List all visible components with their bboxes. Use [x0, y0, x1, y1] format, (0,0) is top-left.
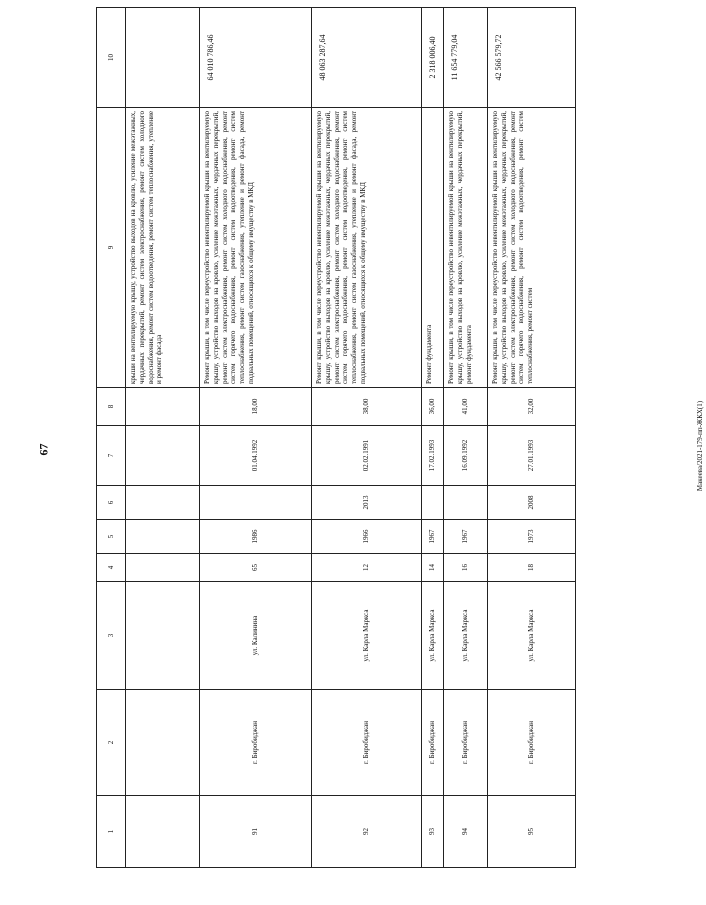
- page-number: 67: [36, 443, 51, 456]
- cell-city: г. Биробиджан: [488, 690, 576, 796]
- cell-work: крыши на вентилируемую крышу, устройство выходов на кровлю, усиление межэтажных, чердачных перекрытий, ремонт систем электроснабжения, ремонт систем холодного водоснабжения, ремонт систем водоотведения, ремонт систем теплоснабжения, утепление и ремонт фасада: [126, 108, 200, 388]
- col-header: 6: [97, 486, 126, 520]
- data-table: [96, 7, 576, 868]
- cell-year-renovation: [422, 486, 444, 520]
- cell-year-built: 1967: [422, 520, 444, 554]
- col-header: 7: [97, 426, 126, 486]
- cell-num: 91: [200, 796, 312, 868]
- cell-year-built: 1973: [488, 520, 576, 554]
- cell-house: 14: [422, 554, 444, 582]
- cell-year-renovation: [444, 486, 488, 520]
- table-row: [444, 8, 488, 868]
- table-header-row: [97, 8, 126, 868]
- cell-street: ул. Карла Маркса: [488, 582, 576, 690]
- cell-date: 17.02.1993: [422, 426, 444, 486]
- cell-cost: 42 566 579,72: [488, 8, 576, 108]
- cell-house: 16: [444, 554, 488, 582]
- cell-value: 36,00: [422, 388, 444, 426]
- cell-date: 02.02.1991: [312, 426, 422, 486]
- cell-city: г. Биробиджан: [444, 690, 488, 796]
- col-header: 10: [97, 8, 126, 108]
- cell-date: [126, 426, 200, 486]
- cell-cost: [126, 8, 200, 108]
- col-header: 9: [97, 108, 126, 388]
- cell-value: 18,00: [200, 388, 312, 426]
- col-header: 1: [97, 796, 126, 868]
- cell-date: 01.04.1992: [200, 426, 312, 486]
- cell-year-renovation: [200, 486, 312, 520]
- table-row: [488, 8, 576, 868]
- cell-house: 12: [312, 554, 422, 582]
- cell-city: [126, 690, 200, 796]
- cell-value: 32,00: [488, 388, 576, 426]
- cell-year-built: 1986: [200, 520, 312, 554]
- cell-date: 16.09.1992: [444, 426, 488, 486]
- cell-year-built: 1966: [312, 520, 422, 554]
- footer-document-code: Макеева/2021-179-пп-ЖКХ(1): [696, 400, 704, 492]
- cell-street: ул. Карла Маркса: [422, 582, 444, 690]
- table-row: [422, 8, 444, 868]
- cell-work: Ремонт фундамента: [422, 108, 444, 388]
- cell-cost: 64 010 786,46: [200, 8, 312, 108]
- cell-cost: 11 654 779,04: [444, 8, 488, 108]
- col-header: 2: [97, 690, 126, 796]
- cell-work: Ремонт крыши, в том числе переустройство невентилируемой крыши на вентилируемую крышу, устройство выходов на кровлю, усиление межэтажных, чердачных перекрытий, ремонт систем электроснабжения, ремонт систем холодного водоснабжения, ремонт систем горячего водоснабжения, ремонт систем водоотведения, ремонт систем теплоснабжения, ремонт систем газоснабжения, утепление и ремонт фасада, ремонт подвальных помещений, относящихся к общему имуществу в МКД: [200, 108, 312, 388]
- cell-value: [126, 388, 200, 426]
- cell-value: 38,00: [312, 388, 422, 426]
- cell-work: Ремонт крыши, в том числе переустройство невентилируемой крыши на вентилируемую крышу, устройство выходов на кровлю, усиление межэтажных, чердачных перекрытий, ремонт систем электроснабжения, ремонт систем холодного водоснабжения, ремонт систем горячего водоснабжения, ремонт систем водоотведения, ремонт систем теплоснабжения, ремонт систем газоснабжения, утепление и ремонт фасада, ремонт подвальных помещений, относящихся к общему имуществу в МКД: [312, 108, 422, 388]
- cell-street: ул. Карла Маркса: [444, 582, 488, 690]
- cell-value: 41,00: [444, 388, 488, 426]
- col-header: 4: [97, 554, 126, 582]
- cell-street: ул. Карла Маркса: [312, 582, 422, 690]
- cell-cost: 2 318 006,40: [422, 8, 444, 108]
- cell-year-built: [126, 520, 200, 554]
- cell-num: 93: [422, 796, 444, 868]
- cell-year-renovation: 2013: [312, 486, 422, 520]
- col-header: 5: [97, 520, 126, 554]
- col-header: 3: [97, 582, 126, 690]
- cell-city: г. Биробиджан: [312, 690, 422, 796]
- cell-house: [126, 554, 200, 582]
- cell-num: [126, 796, 200, 868]
- cell-work: Ремонт крыши, в том числе переустройство невентилируемой крыши на вентилируемую крышу, устройство выходов на кровлю, усиление межэтажных, чердачных перекрытий, ремонт систем электроснабжения, ремонт систем холодного водоснабжения, ремонт систем горячего водоснабжения, ремонт систем водоотведения, ремонт систем теплоснабжения, ремонт систем: [488, 108, 576, 388]
- cell-street: ул. Калинина: [200, 582, 312, 690]
- cell-city: г. Биробиджан: [422, 690, 444, 796]
- cell-street: [126, 582, 200, 690]
- cell-num: 94: [444, 796, 488, 868]
- col-header: 8: [97, 388, 126, 426]
- cell-num: 95: [488, 796, 576, 868]
- cell-cost: 48 063 287,64: [312, 8, 422, 108]
- cell-year-renovation: [126, 486, 200, 520]
- cell-city: г. Биробиджан: [200, 690, 312, 796]
- table-row: [312, 8, 422, 868]
- cell-year-renovation: 2008: [488, 486, 576, 520]
- cell-house: 18: [488, 554, 576, 582]
- cell-work: Ремонт крыши, в том числе переустройство невентилируемой крыши на вентилируемую крышу, устройство выходов на кровлю, усиление межэтажных, чердачных перекрытий, ремонт фундамента: [444, 108, 488, 388]
- cell-num: 92: [312, 796, 422, 868]
- table-row: [200, 8, 312, 868]
- cell-house: 65: [200, 554, 312, 582]
- cell-date: 27.01.1993: [488, 426, 576, 486]
- table-row: [126, 8, 200, 868]
- cell-year-built: 1967: [444, 520, 488, 554]
- table-container: [96, 8, 536, 868]
